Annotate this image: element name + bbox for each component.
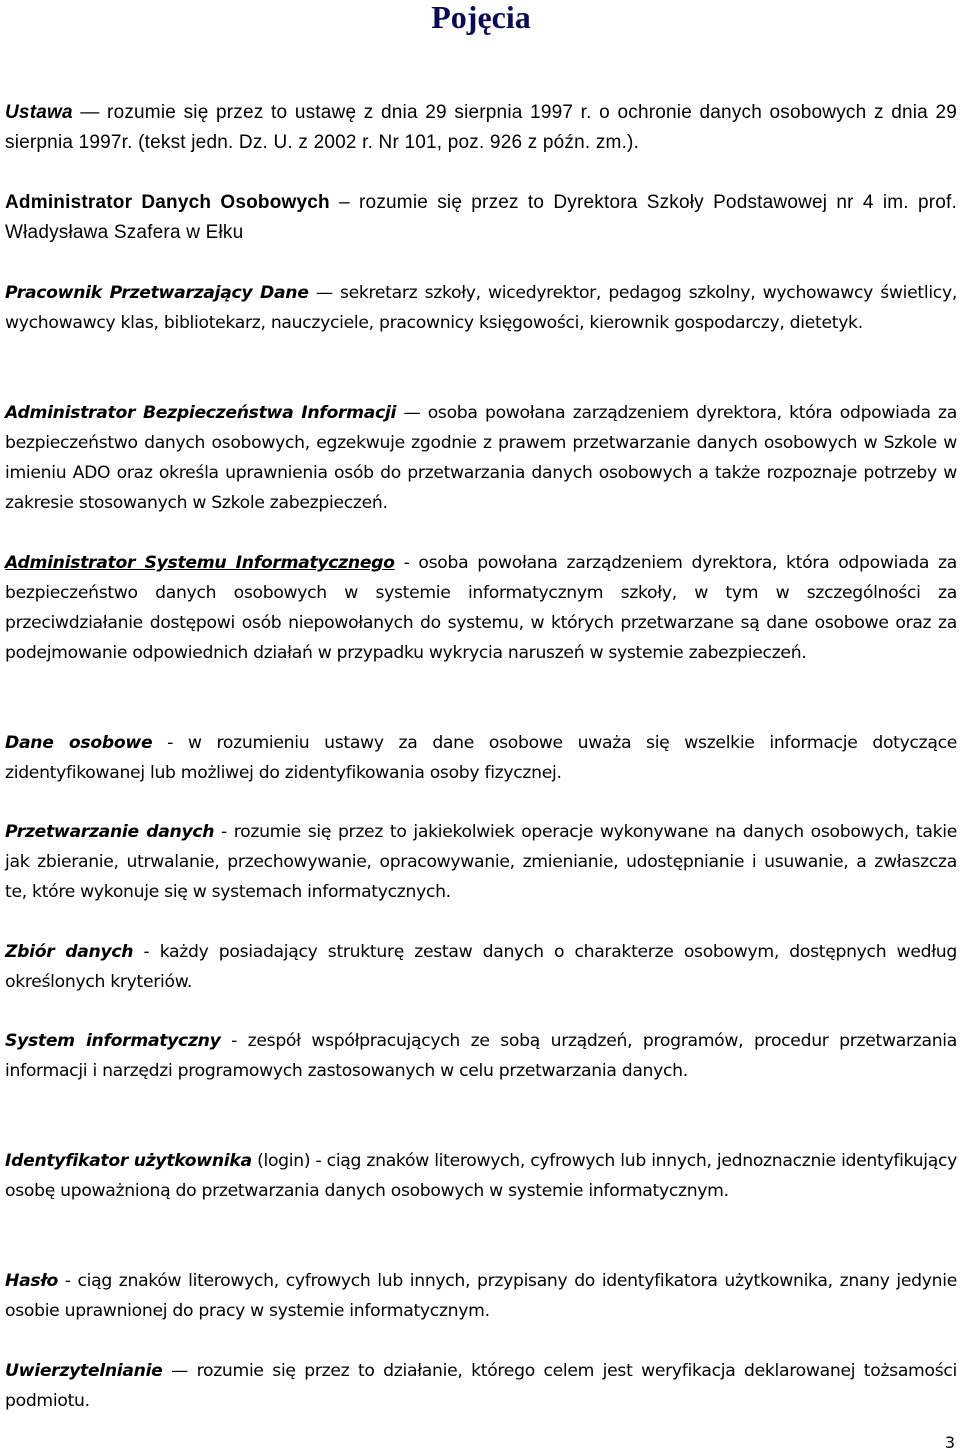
definition-separator: - bbox=[133, 942, 160, 962]
definition-uwierzytelnianie bbox=[5, 1356, 957, 1416]
definition-term: Przetwarzanie danych bbox=[5, 822, 215, 842]
definition-ustawa bbox=[5, 98, 957, 158]
definition-text: ciąg znaków literowych, cyfrowych lub innych, przypisany do identyfikatora użytkownika, znany jedynie osobie uprawnionej do pracy w systemie informatycznym. bbox=[5, 1271, 957, 1321]
definition-text: rozumie się przez to jakiekolwiek operacje wykonywane na danych osobowych, takie jak zbieranie, utrwalanie, przechowywanie, opracowywanie, zmienianie, udostępnianie i usuwanie, a zwłaszcza te, które wykonuje się w systemach informatycznych. bbox=[5, 822, 957, 902]
definition-text: zespół współpracujących ze sobą urządzeń, programów, procedur przetwarzania informacji i narzędzi programowych zastosowanych w celu przetwarzania danych. bbox=[5, 1031, 957, 1081]
definition-separator: - bbox=[57, 1271, 78, 1291]
definition-identyfikator bbox=[5, 1146, 957, 1206]
document-page bbox=[5, 0, 958, 1411]
definition-text: w rozumieniu ustawy za dane osobowe uważa się wszelkie informacje dotyczące zidentyfikowanej lub możliwej do zidentyfikowania osoby fizycznej. bbox=[5, 733, 957, 783]
definition-term: Identyfikator użytkownika bbox=[5, 1151, 252, 1171]
definition-przetwarzanie bbox=[5, 817, 957, 907]
definition-pracownik bbox=[5, 278, 957, 338]
definition-haslo bbox=[5, 1266, 957, 1326]
definition-text: rozumie się przez to działanie, którego celem jest weryfikacja deklarowanej tożsamości podmiotu. bbox=[5, 1361, 957, 1411]
definition-term: Dane osobowe bbox=[5, 733, 153, 753]
definition-term: Administrator Systemu Informatycznego bbox=[5, 553, 395, 573]
page-number: 3 bbox=[944, 1433, 955, 1452]
definition-term: Uwierzytelnianie bbox=[5, 1361, 163, 1381]
definition-zbior-danych bbox=[5, 937, 957, 997]
definition-separator: — bbox=[396, 403, 428, 423]
definition-separator: - bbox=[214, 822, 234, 842]
definition-separator: — bbox=[308, 283, 340, 303]
definition-separator: – bbox=[329, 192, 360, 213]
definition-separator: - bbox=[394, 553, 419, 573]
definition-text: każdy posiadający strukturę zestaw danych o charakterze osobowym, dostępnych według określonych kryteriów. bbox=[5, 942, 957, 992]
definition-dane-osobowe bbox=[5, 728, 957, 788]
definition-term: Administrator Danych Osobowych bbox=[5, 192, 330, 213]
definition-separator: — bbox=[72, 102, 108, 123]
definition-text: osoba powołana zarządzeniem dyrektora, która odpowiada za bezpieczeństwo danych osobowych w systemie informatycznym szkoły, w tym w szczególności za przeciwdziałanie dostępowi osób niepowołanych do systemu, w których przetwarzane są dane osobowe oraz za podejmowanie odpowiednich działań w przypadku wykrycia naruszeń w systemie zabezpieczeń. bbox=[5, 553, 957, 663]
definition-administrator-danych bbox=[5, 188, 957, 248]
definition-term: System informatyczny bbox=[5, 1031, 221, 1051]
definition-text: osoba powołana zarządzeniem dyrektora, która odpowiada za bezpieczeństwo danych osobowych, egzekwuje zgodnie z prawem przetwarzanie danych osobowych w Szkole w imieniu ADO oraz określa uprawnienia osób do przetwarzania danych osobowych a także rozpoznaje potrzeby w zakresie stosowanych w Szkole zabezpieczeń. bbox=[5, 403, 957, 513]
definition-separator: - bbox=[220, 1031, 248, 1051]
definition-term: Pracownik Przetwarzający Dane bbox=[5, 283, 309, 303]
definition-separator: — bbox=[162, 1361, 197, 1381]
definition-text: (login) - ciąg znaków literowych, cyfrowych lub innych, jednoznacznie identyfikujący osobę upoważnioną do przetwarzania danych osobowych w systemie informatycznym. bbox=[5, 1151, 958, 1201]
definition-term: Hasło bbox=[5, 1271, 58, 1291]
definition-text: rozumie się przez to Dyrektora Szkoły Podstawowej nr 4 im. prof. Władysława Szafera w Ełku bbox=[5, 192, 957, 243]
page-title: Pojęcia bbox=[431, 0, 531, 35]
definition-term: Ustawa bbox=[5, 102, 73, 123]
definition-text: sekretarz szkoły, wicedyrektor, pedagog szkolny, wychowawcy świetlicy, wychowawcy klas, bibliotekarz, nauczyciele, pracownicy księgowości, kierownik gospodarczy, dietetyk. bbox=[5, 283, 957, 333]
definition-system-informatyczny bbox=[5, 1026, 957, 1086]
definition-abi bbox=[5, 398, 957, 518]
definition-term: Administrator Bezpieczeństwa Informacji bbox=[5, 403, 397, 423]
definition-asi bbox=[5, 548, 957, 668]
definition-text: rozumie się przez to ustawę z dnia 29 sierpnia 1997 r. o ochronie danych osobowych z dnia 29 sierpnia 1997r. (tekst jedn. Dz. U. z 2002 r. Nr 101, poz. 926 z późn. zm.). bbox=[5, 102, 957, 153]
definition-separator: - bbox=[152, 733, 188, 753]
definition-term: Zbiór danych bbox=[5, 942, 134, 962]
